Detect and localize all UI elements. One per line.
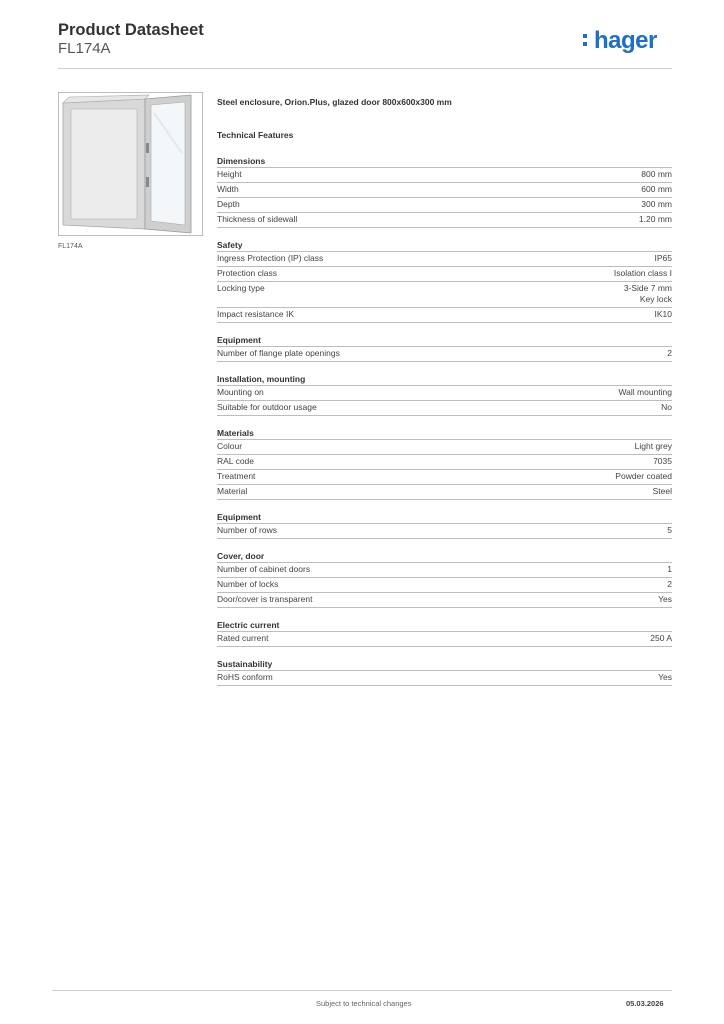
image-caption: FL174A	[58, 243, 83, 250]
spec-value: IP65	[654, 253, 672, 263]
product-name: Steel enclosure, Orion.Plus, glazed door 800x600x300 mm	[217, 97, 452, 107]
spec-value: 5	[667, 525, 672, 535]
spec-group	[217, 511, 672, 539]
spec-row	[217, 182, 672, 197]
spec-groups	[217, 155, 672, 686]
spec-row	[217, 167, 672, 182]
spec-label: Colour	[217, 441, 243, 451]
spec-label: Door/cover is transparent	[217, 594, 313, 604]
spec-row	[217, 307, 672, 323]
spec-value: 2	[667, 348, 672, 358]
spec-row	[217, 592, 672, 608]
spec-label: RoHS conform	[217, 672, 273, 682]
footer-note: Subject to technical changes	[316, 999, 412, 1008]
group-title: Materials	[217, 428, 254, 438]
spec-value: Powder coated	[615, 471, 672, 481]
spec-value: Steel	[652, 486, 672, 496]
spec-label: Height	[217, 169, 242, 179]
spec-content	[217, 97, 672, 686]
spec-row	[217, 439, 672, 454]
spec-row	[217, 251, 672, 266]
spec-value: Yes	[658, 594, 672, 604]
spec-row	[217, 400, 672, 416]
header-divider	[58, 68, 672, 69]
spec-value: 2	[667, 579, 672, 589]
spec-row	[217, 469, 672, 484]
spec-value: Isolation class I	[613, 268, 672, 278]
spec-row	[217, 631, 672, 647]
spec-label: Number of flange plate openings	[217, 348, 340, 358]
footer-date: 05.03.2026	[626, 999, 664, 1008]
spec-label: Mounting on	[217, 387, 264, 397]
spec-label: RAL code	[217, 456, 255, 466]
spec-group	[217, 427, 672, 500]
group-title: Dimensions	[217, 156, 266, 166]
spec-row	[217, 197, 672, 212]
spec-value: 1.20 mm	[638, 214, 672, 224]
spec-value: Light grey	[634, 441, 672, 451]
spec-label: Number of cabinet doors	[217, 564, 311, 574]
spec-row	[217, 454, 672, 469]
spec-value: IK10	[654, 309, 672, 319]
spec-value: No	[661, 402, 672, 412]
spec-row	[217, 385, 672, 400]
spec-label: Thickness of sidewall	[217, 214, 298, 224]
spec-value: 250 A	[650, 633, 672, 643]
spec-label: Number of rows	[217, 525, 277, 535]
brand-logo: hager	[594, 27, 657, 54]
spec-value: 7035	[653, 456, 672, 466]
spec-row	[217, 266, 672, 281]
spec-label: Impact resistance IK	[217, 309, 295, 319]
spec-row	[217, 577, 672, 592]
spec-row	[217, 670, 672, 686]
group-title: Electric current	[217, 620, 280, 630]
page-subtitle: FL174A	[58, 40, 111, 57]
group-title: Equipment	[217, 512, 261, 522]
spec-row	[217, 484, 672, 500]
spec-label: Material	[217, 486, 248, 496]
group-title: Cover, door	[217, 551, 265, 561]
spec-label: Suitable for outdoor usage	[217, 402, 317, 412]
spec-row	[217, 562, 672, 577]
spec-group	[217, 373, 672, 416]
spec-row	[217, 346, 672, 362]
spec-label: Protection class	[217, 268, 277, 278]
spec-group	[217, 619, 672, 647]
logo-dots-icon	[583, 34, 588, 50]
spec-value: Wall mounting	[618, 387, 672, 397]
spec-row	[217, 212, 672, 228]
spec-value: 300 mm	[641, 199, 672, 209]
spec-group	[217, 155, 672, 228]
group-title: Installation, mounting	[217, 374, 306, 384]
spec-label: Rated current	[217, 633, 269, 643]
spec-group	[217, 334, 672, 362]
product-image	[58, 92, 203, 236]
spec-group	[217, 550, 672, 608]
spec-value: 800 mm	[641, 169, 672, 179]
spec-label: Depth	[217, 199, 240, 209]
page-title: Product Datasheet	[58, 21, 204, 39]
spec-row	[217, 281, 672, 307]
spec-value: Yes	[658, 672, 672, 682]
spec-label: Width	[217, 184, 239, 194]
spec-group	[217, 239, 672, 323]
footer-divider	[52, 990, 672, 991]
spec-label: Number of locks	[217, 579, 279, 589]
spec-label: Locking type	[217, 283, 265, 293]
spec-row	[217, 523, 672, 539]
group-title: Safety	[217, 240, 243, 250]
technical-features-heading: Technical Features	[217, 130, 294, 140]
enclosure-illustration	[59, 93, 202, 235]
spec-value: 1	[667, 564, 672, 574]
group-title: Equipment	[217, 335, 261, 345]
spec-value: 600 mm	[641, 184, 672, 194]
spec-group	[217, 658, 672, 686]
group-title: Sustainability	[217, 659, 273, 669]
spec-label: Treatment	[217, 471, 256, 481]
spec-value: 3-Side 7 mm Key lock	[623, 283, 672, 304]
spec-label: Ingress Protection (IP) class	[217, 253, 324, 263]
